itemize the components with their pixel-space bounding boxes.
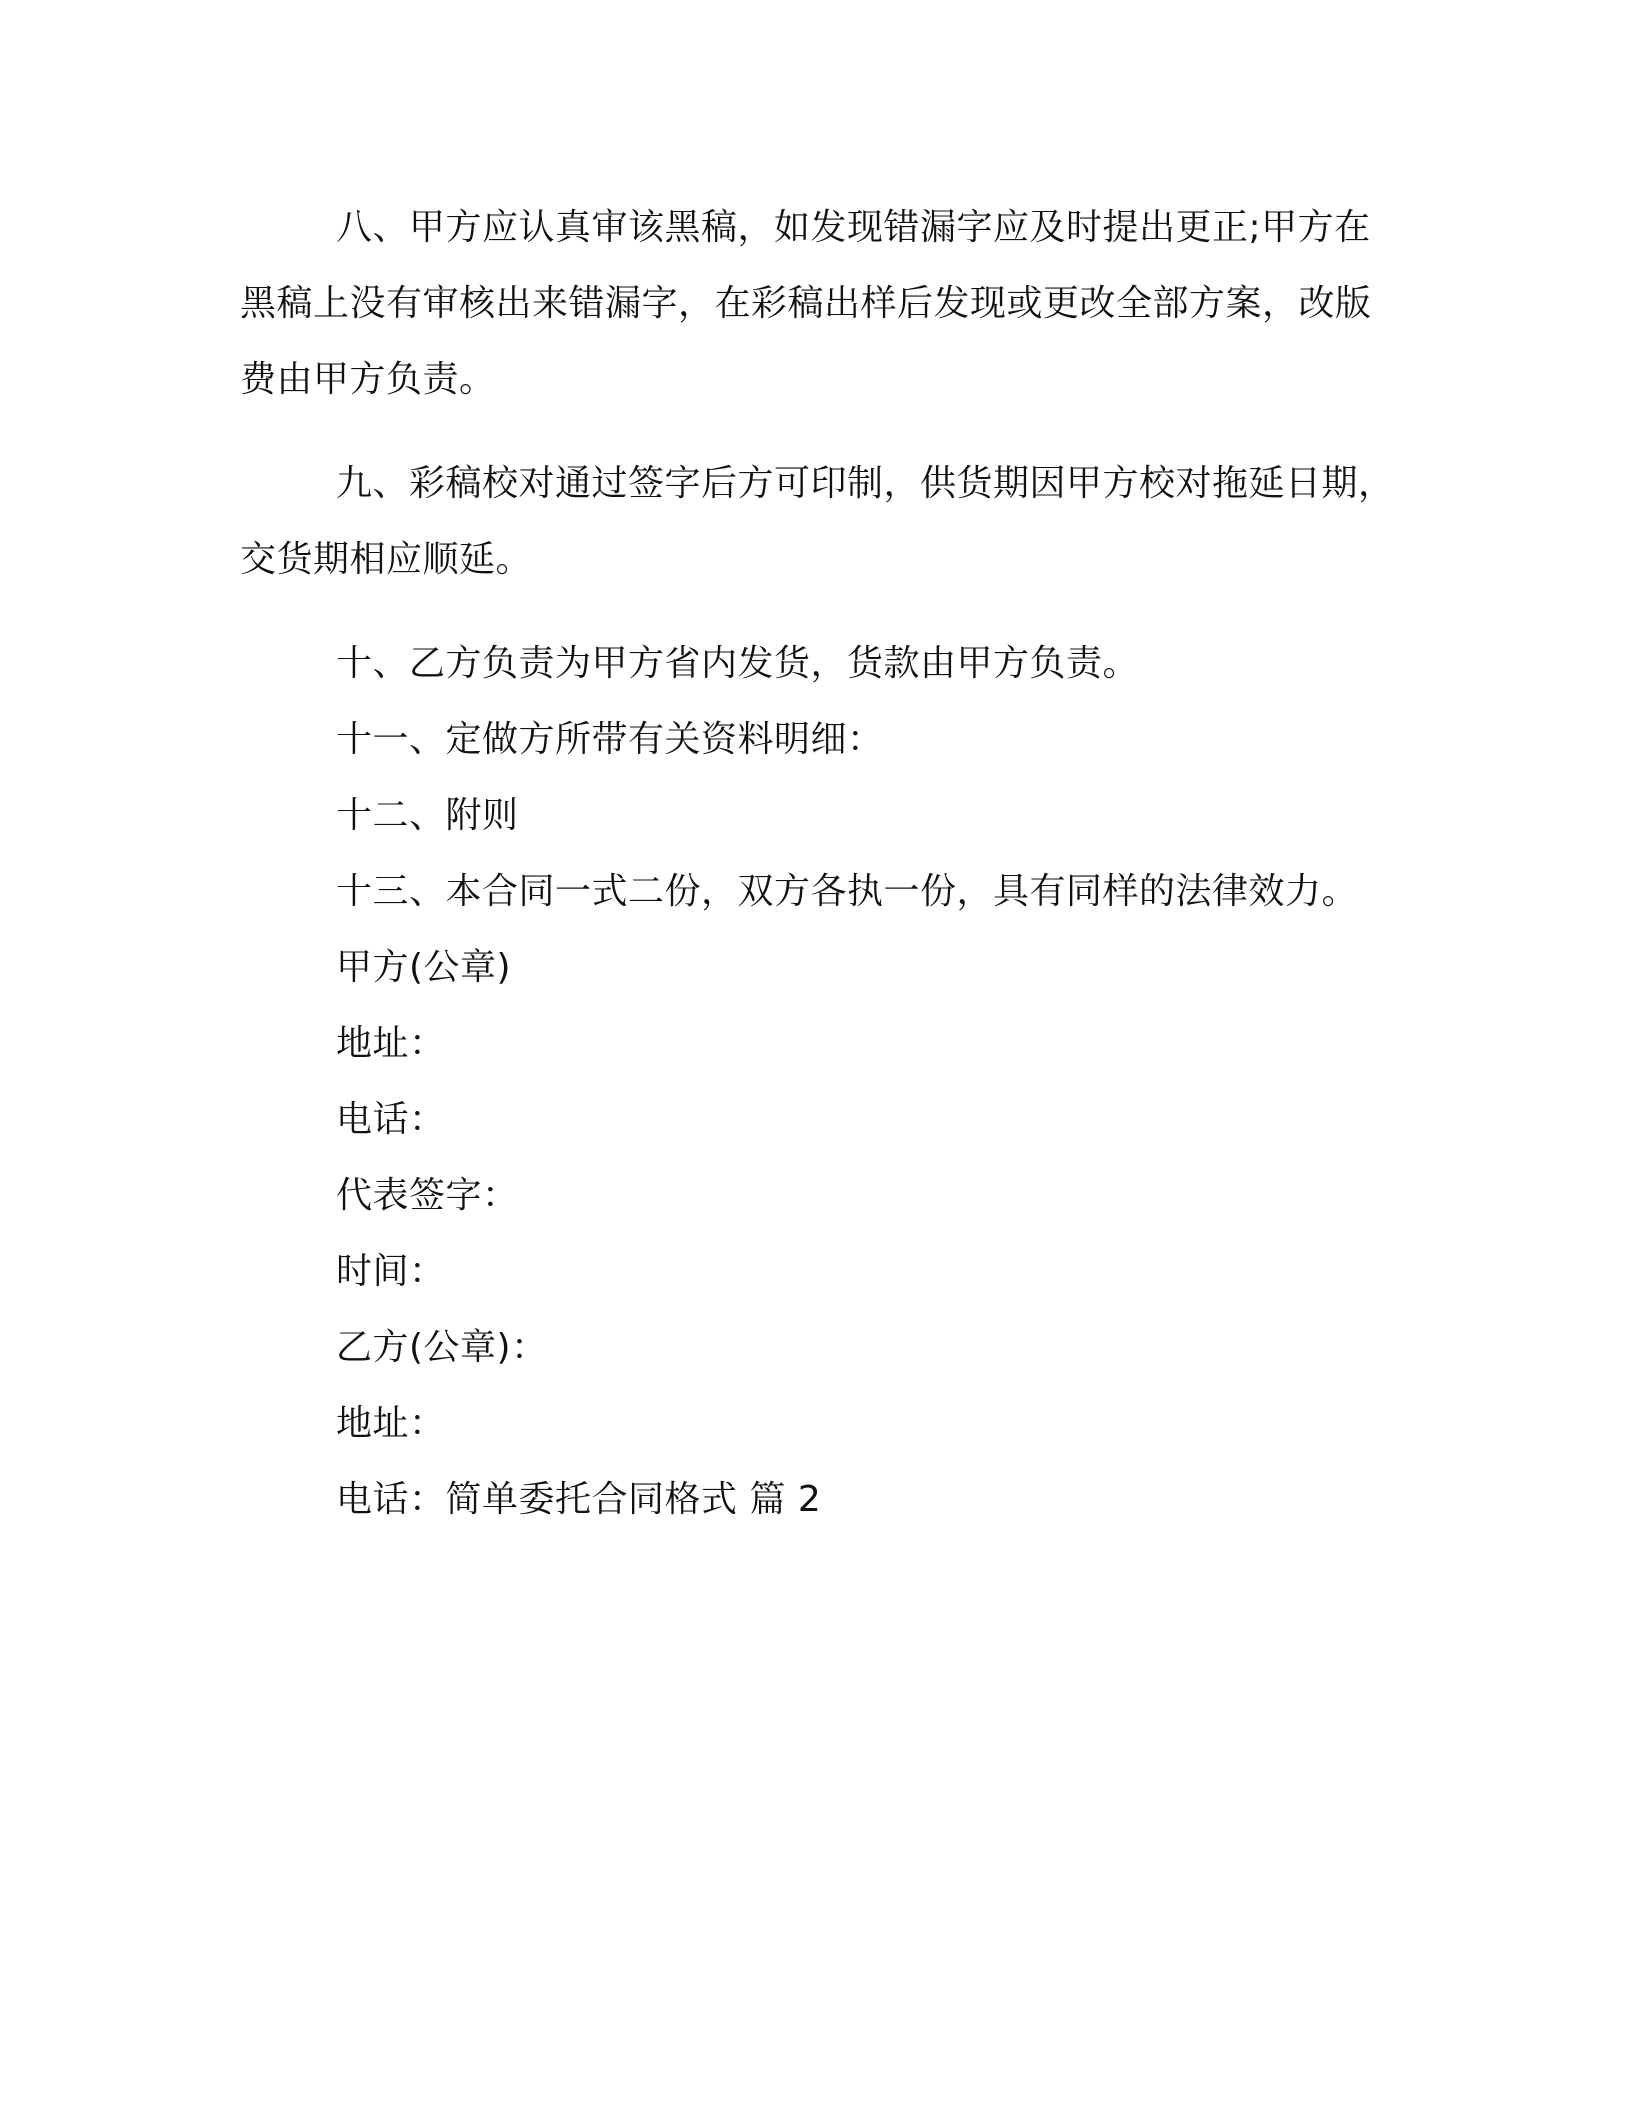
clause-10: 十、乙方负责为甲方省内发货，货款由甲方负责。 [336,643,1140,684]
paragraph-gap [240,598,1400,626]
party-a-time-label: 时间： [336,1251,446,1292]
clause-8: 八、甲方应认真审该黑稿，如发现错漏字应及时提出更正;甲方在黑稿上没有审核出来错漏字，在彩稿出样后发现或更改全部方案，改版费由甲方负责。 [240,207,1372,400]
clause-9: 九、彩稿校对通过签字后方可印制，供货期因甲方校对拖延日期，交货期相应顺延。 [240,463,1395,580]
party-b-address-label: 地址： [336,1403,446,1444]
clause-12: 十二、附则 [336,795,519,836]
party-a-seal-label: 甲方(公章) [336,947,512,988]
party-a-address-label: 地址： [336,1023,446,1064]
paragraph-gap [240,418,1400,446]
party-a-phone-label: 电话： [336,1099,446,1140]
party-a-representative-label: 代表签字： [336,1175,519,1216]
party-b-seal-label: 乙方(公章)： [336,1327,548,1368]
party-b-phone-and-next-section-title: 电话：简单委托合同格式 篇 2 [336,1479,822,1520]
clause-11: 十一、定做方所带有关资料明细： [336,719,884,760]
document-body [240,190,1400,1538]
clause-13: 十三、本合同一式二份，双方各执一份，具有同样的法律效力。 [336,871,1359,912]
